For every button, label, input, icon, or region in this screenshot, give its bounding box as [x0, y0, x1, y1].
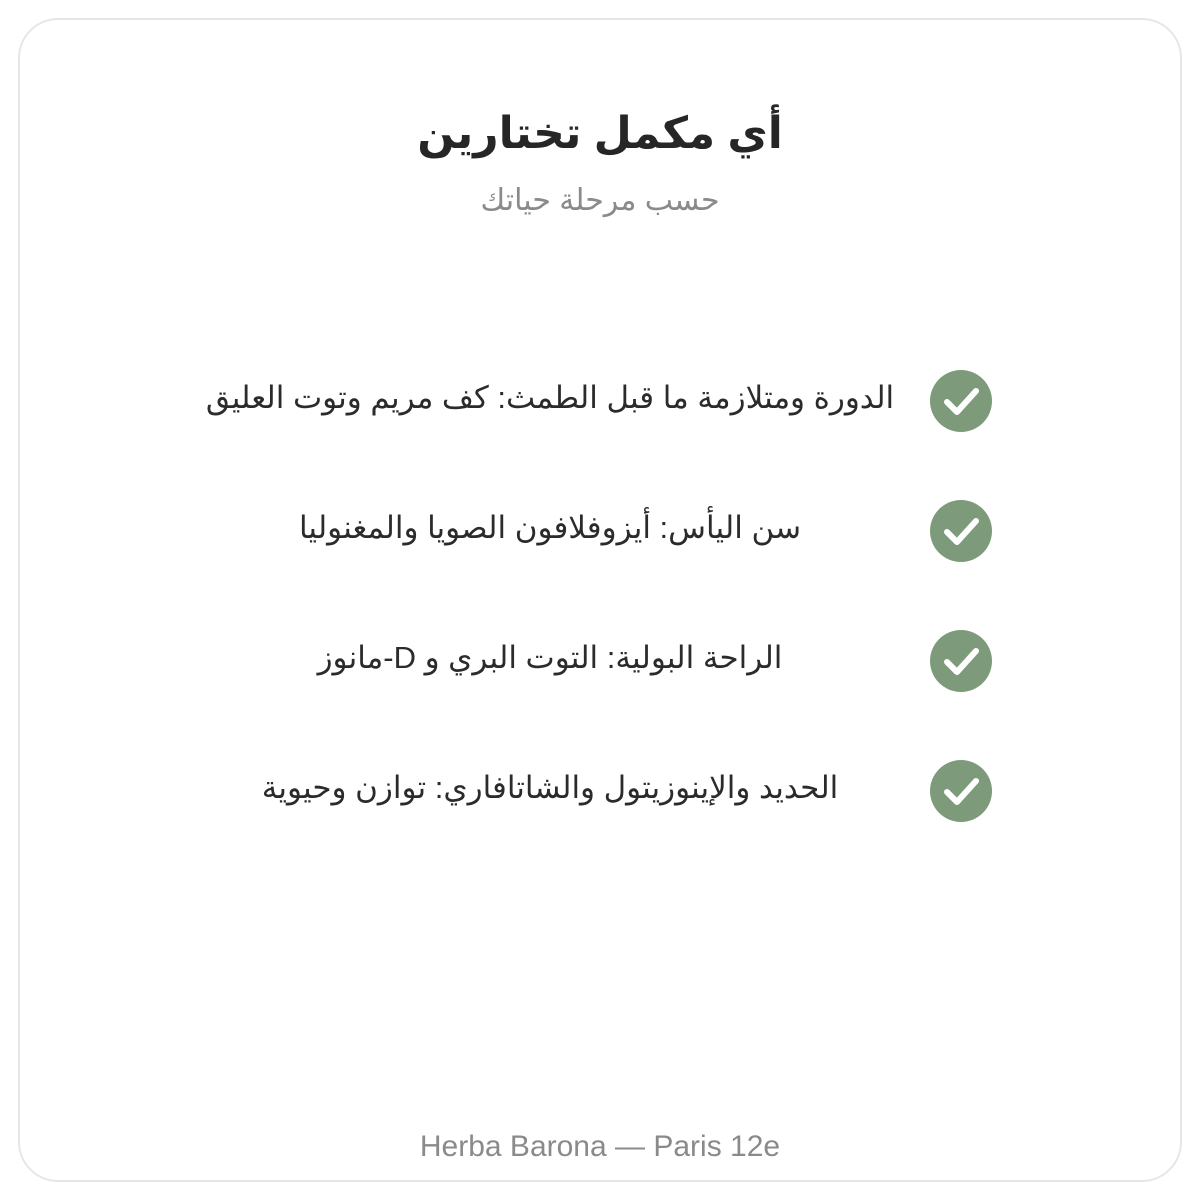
footer-text: Herba Barona — Paris 12e — [419, 1130, 781, 1163]
list-item — [20, 370, 1184, 434]
list-item-label: الراحة البولية: التوت البري و D-مانوز — [317, 640, 783, 675]
list-item — [20, 760, 1184, 824]
list-item-label: الدورة ومتلازمة ما قبل الطمث: كف مريم وتوت العليق — [205, 380, 895, 415]
check-icon — [930, 760, 992, 822]
page-subtitle: حسب مرحلة حياتك — [480, 184, 720, 217]
check-icon — [930, 500, 992, 562]
list-item-label: الحديد والإينوزيتول والشاتافاري: توازن وحيوية — [261, 770, 839, 805]
check-icon — [930, 370, 992, 432]
card — [18, 18, 1182, 1182]
list-item-label: سن اليأس: أيزوفلافون الصويا والمغنوليا — [298, 510, 802, 545]
list-item — [20, 500, 1184, 564]
check-icon — [930, 630, 992, 692]
page-title: أي مكمل تختارين — [417, 109, 783, 158]
list-item — [20, 630, 1184, 694]
